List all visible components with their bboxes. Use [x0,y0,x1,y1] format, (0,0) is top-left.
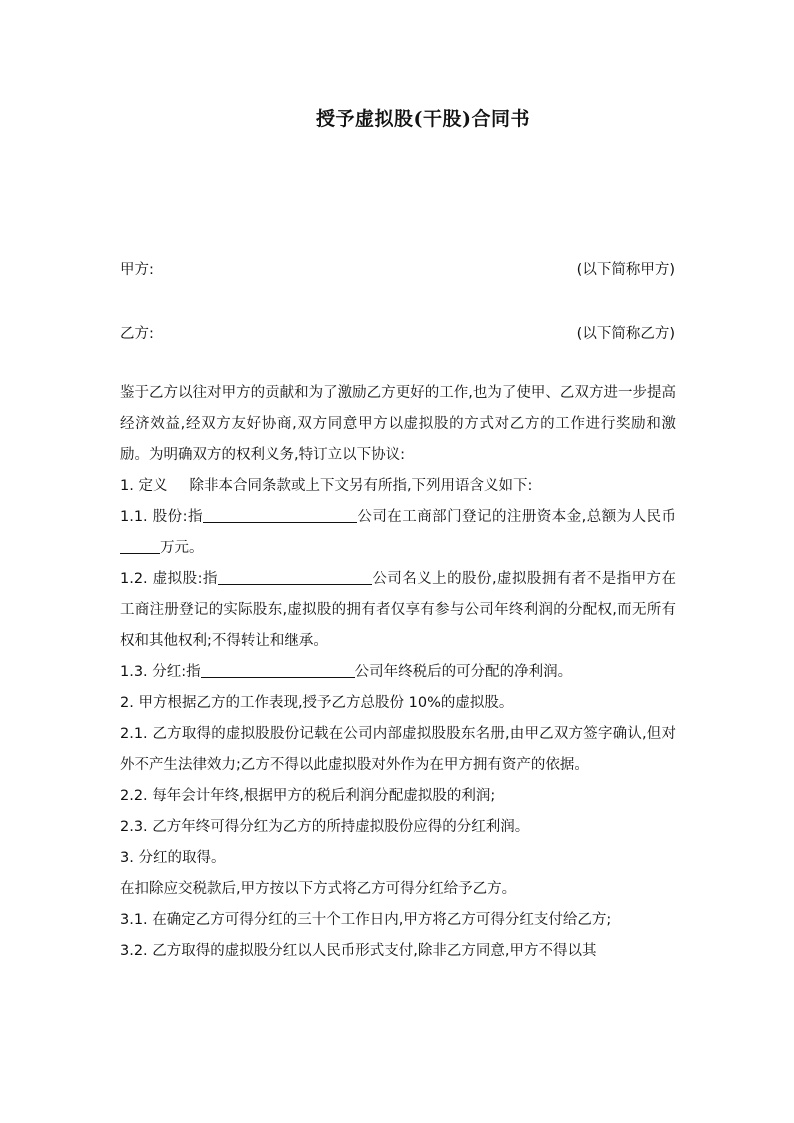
contract-body [120,378,676,967]
intro-paragraph: 鉴于乙方以往对甲方的贡献和为了激励乙方更好的工作,也为了使甲、乙双方进一步提高经济效益,经双方友好协商,双方同意甲方以虚拟股的方式对乙方的工作进行奖励和激励。为明确双方的权利义务,特订立以下协议: [120,385,676,463]
party-b-note: (以下简称乙方) [576,326,675,342]
section-2-1: 2.1. 乙方取得的虚拟股股份记载在公司内部虚拟股股东名册,由甲乙双方签字确认,但对外不产生法律效力;乙方不得以此虚拟股对外作为在甲方拥有资产的依据。 [120,726,676,773]
party-b-label: 乙方: [120,326,154,342]
section-1-3-prefix: 1.3. 分红:指 [120,664,201,680]
section-1 [120,471,676,502]
section-1-text: 除非本合同条款或上下文另有所指,下列用语含义如下: [189,478,533,494]
blank-field[interactable] [120,539,160,555]
blank-field[interactable] [203,508,357,524]
section-1-3 [120,657,676,688]
party-a-note: (以下简称甲方) [576,262,675,278]
section-3-2: 3.2. 乙方取得的虚拟股分红以人民币形式支付,除非乙方同意,甲方不得以其 [120,943,597,959]
section-2-3: 2.3. 乙方年终可得分红为乙方的所持虚拟股份应得的分红利润。 [120,819,530,835]
section-1-2 [120,564,676,657]
section-1-1 [120,502,676,564]
blank-field[interactable] [218,570,372,586]
section-1-2-prefix: 1.2. 虚拟股:指 [120,571,218,587]
section-2: 2. 甲方根据乙方的工作表现,授予乙方总股份 10%的虚拟股。 [120,695,514,711]
section-1-3-text: 公司年终税后的可分配的净利润。 [354,664,573,680]
section-1-1-prefix: 1.1. 股份:指 [120,509,203,525]
section-2-2: 2.2. 每年会计年终,根据甲方的税后利润分配虚拟股的利润; [120,788,496,804]
party-b-line [120,322,675,343]
section-1-heading: 1. 定义 [120,478,168,494]
blank-field[interactable] [201,663,355,679]
section-3-intro: 在扣除应交税款后,甲方按以下方式将乙方可得分红给予乙方。 [120,881,517,897]
document-title: 授予虚拟股(干股)合同书 [316,108,530,130]
party-a-label: 甲方: [120,262,154,278]
section-3-1: 3.1. 在确定乙方可得分红的三十个工作日内,甲方将乙方可得分红支付给乙方; [120,912,612,928]
section-3: 3. 分红的取得。 [120,850,226,866]
party-a-line [120,258,675,279]
section-1-1-suffix: 万元。 [160,540,204,556]
section-1-2-text: 公司名义上的股份,虚拟股拥有者不是指甲方在工商注册登记的实际股东,虚拟股的拥有者仅享有参与公司年终利润的分配权,而无所有权和其他权利;不得转让和继承。 [120,571,677,649]
section-1-1-text: 公司在工商部门登记的注册资本金,总额为人民币 [356,509,677,525]
